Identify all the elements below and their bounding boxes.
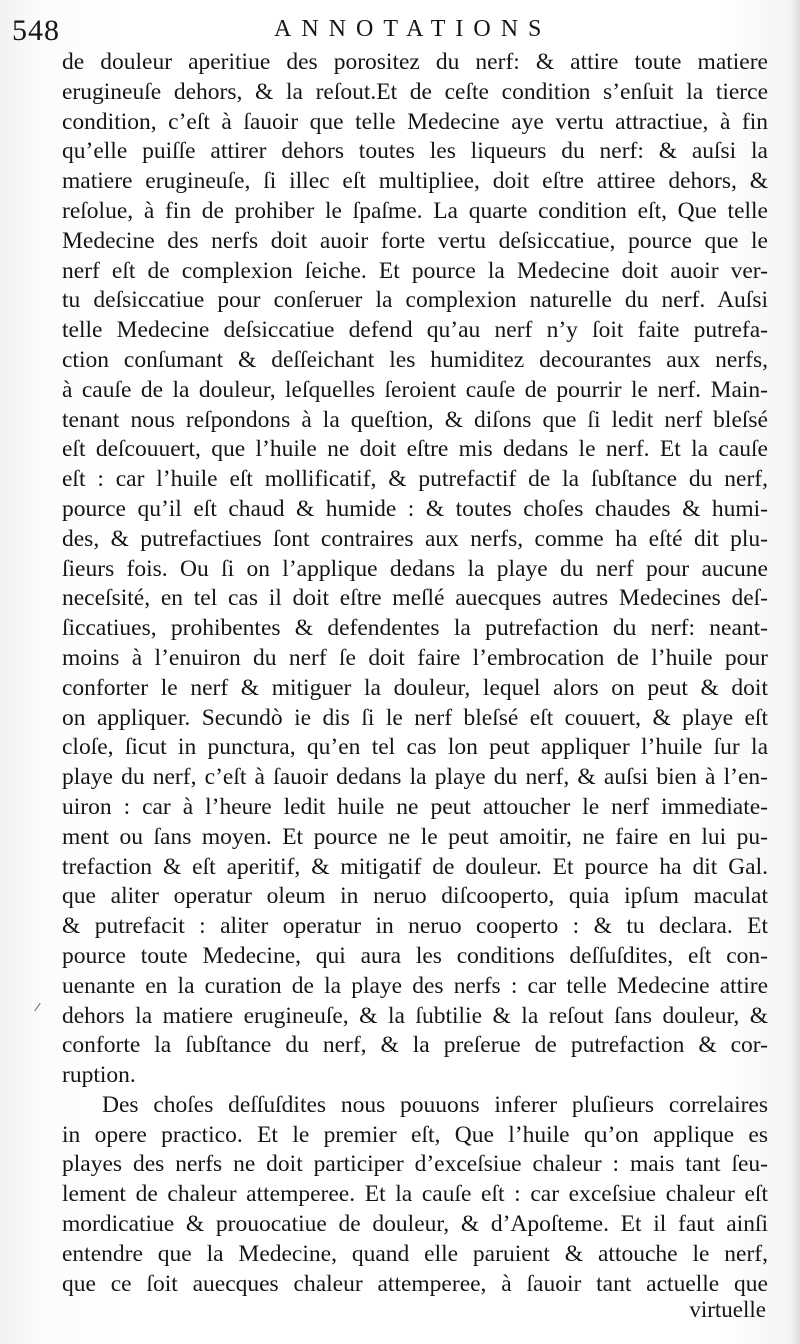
text-line: tu deſsiccatiue pour conſeruer la complexion naturelle du nerf. Auſsi	[62, 287, 768, 314]
text-line: lement de chaleur attemperee. Et la cauſe eſt : car exceſsiue chaleur eſt	[62, 1181, 768, 1208]
page-number: 548	[12, 14, 60, 47]
text-line: ruption.	[62, 1062, 136, 1089]
text-line: eſt : car l’huile eſt mollificatif, & putrefactif de la ſubſtance du nerf,	[62, 466, 768, 493]
text-line: à cauſe de la douleur, leſquelles ſeroient cauſe de pourrir le nerf. Main-	[62, 376, 768, 403]
text-line: Medecine des nerfs doit auoir forte vertu deſsiccatiue, pource que le	[62, 227, 768, 254]
running-head: ANNOTATIONS	[274, 16, 552, 42]
text-line: nerf eſt de complexion ſeiche. Et pource la Medecine doit auoir ver-	[62, 257, 768, 284]
text-line: reſolue, à fin de prohiber le ſpaſme. La quarte condition eſt, Que telle	[62, 197, 768, 224]
text-line: uenante en la curation de la playe des nerfs : car telle Medecine attire	[62, 972, 768, 999]
text-line: qu’elle puiſſe attirer dehors toutes les liqueurs du nerf: & auſsi la	[62, 138, 768, 165]
text-line: des, & putrefactiues ſont contraires aux nerfs, comme ha eſté dit plu-	[62, 525, 768, 552]
text-line: ſieurs fois. Ou ſi on l’applique dedans la playe du nerf pour aucune	[62, 555, 768, 582]
text-line: in opere practico. Et le premier eſt, Que l’huile qu’on applique es	[62, 1121, 768, 1148]
text-line: entendre que la Medecine, quand elle paruient & attouche le nerf,	[62, 1240, 768, 1267]
text-line: playe du nerf, c’eſt à ſauoir dedans la playe du nerf, & auſsi bien à l’en-	[62, 764, 768, 791]
text-line	[62, 1299, 768, 1329]
text-line: pource qu’il eſt chaud & humide : & toutes choſes chaudes & humi-	[62, 495, 768, 522]
text-line: que aliter operatur oleum in neruo diſcooperto, quia ipſum maculat	[62, 883, 768, 910]
body-text	[62, 48, 768, 1329]
text-line: playes des nerfs ne doit participer d’exceſsiue chaleur : mais tant ſeu-	[62, 1151, 768, 1178]
text-line: ſiccatiues, prohibentes & defendentes la putrefaction du nerf: neant-	[62, 615, 768, 642]
text-line: dehors la matiere erugineuſe, & la ſubtilie & la reſout ſans douleur, &	[62, 1002, 768, 1029]
text-line: pource toute Medecine, qui aura les conditions deſſuſdites, eſt con-	[62, 942, 768, 969]
text-line: eſt deſcouuert, que l’huile ne doit eſtre mis dedans le nerf. Et la cauſe	[62, 436, 768, 463]
text-line: neceſsité, en tel cas il doit eſtre meſlé auecques autres Medecines deſ-	[62, 585, 768, 612]
text-line: tenant nous reſpondons à la queſtion, & diſons que ſi ledit nerf bleſsé	[62, 406, 768, 433]
text-line: que ce ſoit auecques chaleur attemperee, à ſauoir tant actuelle que	[62, 1270, 768, 1297]
text-line: trefaction & eſt aperitif, & mitigatif de douleur. Et pource ha dit Gal.	[62, 853, 768, 880]
text-line: ction conſumant & deſſeichant les humiditez decourantes aux nerfs,	[62, 346, 768, 373]
paragraph-first-line: Des choſes deſſuſdites nous pouuons inferer pluſieurs correlaires	[102, 1091, 768, 1118]
catchword: virtuelle	[689, 1297, 766, 1322]
text-line: de douleur aperitiue des porositez du nerf: & attire toute matiere	[62, 49, 768, 75]
text-line: matiere erugineuſe, ſi illec eſt multipliee, doit eſtre attiree dehors, &	[62, 168, 768, 195]
text-line: erugineuſe dehors, & la reſout.Et de ceſte condition s’enſuit la tierce	[62, 78, 768, 105]
text-line: conforter le nerf & mitiguer la douleur, lequel alors on peut & doit	[62, 674, 768, 701]
text-line: on appliquer. Secundò ie dis ſi le nerf bleſsé eſt couuert, & playe eſt	[62, 704, 768, 731]
text-line: conforte la ſubſtance du nerf, & la preſerue de putrefaction & cor-	[62, 1032, 768, 1059]
margin-pen-mark	[34, 1003, 49, 1018]
text-line: uiron : car à l’heure ledit huile ne peut attoucher le nerf immediate-	[62, 793, 768, 820]
text-line: condition, c’eſt à ſauoir que telle Medecine aye vertu attractiue, à fin	[62, 108, 768, 135]
text-line: & putrefacit : aliter operatur in neruo cooperto : & tu declara. Et	[62, 913, 768, 940]
text-line: telle Medecine deſsiccatiue defend qu’au nerf n’y ſoit faite putrefa-	[62, 317, 768, 344]
text-line: ment ou ſans moyen. Et pource ne le peut amoitir, ne faire en lui pu-	[62, 823, 768, 850]
text-line: moins à l’enuiron du nerf ſe doit faire l’embrocation de l’huile pour	[62, 644, 768, 671]
page-header	[12, 14, 780, 50]
text-line: mordicatiue & prouocatiue de douleur, & d’Apoſteme. Et il faut ainſi	[62, 1211, 768, 1238]
text-line: cloſe, ſicut in punctura, qu’en tel cas lon peut appliquer l’huile ſur la	[62, 734, 768, 761]
